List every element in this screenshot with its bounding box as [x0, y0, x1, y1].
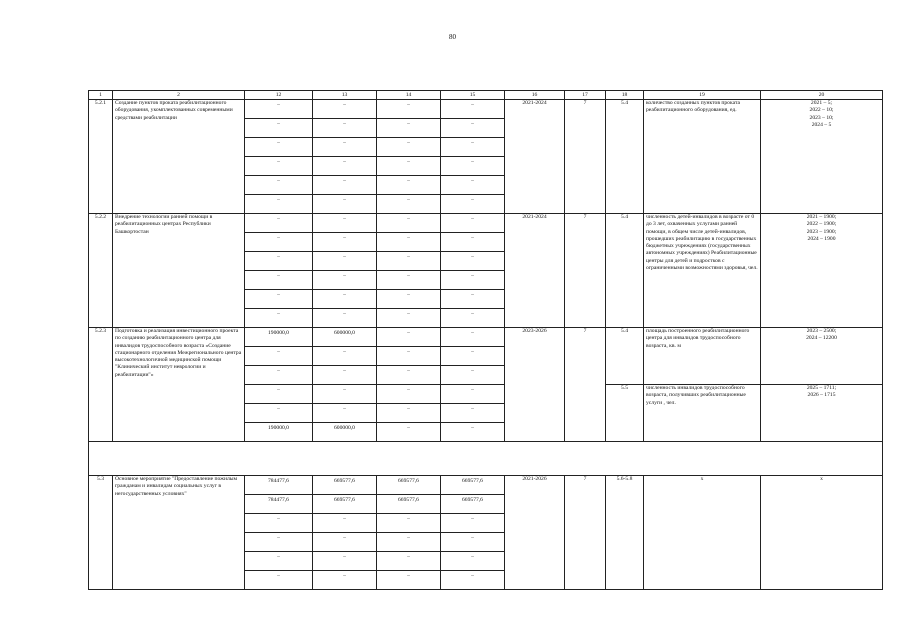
value-line: 2024 – 1900: [807, 235, 836, 242]
amount-cell: –: [245, 214, 313, 233]
amount-cell: –: [313, 138, 377, 157]
amount-cell: –: [377, 119, 441, 138]
period-cell: 2023-2026: [505, 328, 565, 442]
amount-cell: 669577,6: [313, 476, 377, 495]
col18-cell: 5.6-5.8: [606, 476, 644, 590]
col18-cell: 5.4: [606, 328, 644, 385]
col-header: 13: [313, 91, 377, 100]
amount-cell: –: [441, 552, 505, 571]
amount-cell: –: [313, 552, 377, 571]
amount-cell: –: [313, 571, 377, 590]
amount-cell: –: [313, 233, 377, 252]
amount-cell: –: [441, 571, 505, 590]
value-line: 2024 – 5: [811, 121, 832, 128]
amount-cell: –: [441, 328, 505, 347]
amount-cell: –: [245, 195, 313, 214]
col-header: 20: [761, 91, 883, 100]
period-cell: 2021-2024: [505, 214, 565, 328]
indicator-cell: х: [644, 476, 761, 590]
table-row: [89, 328, 883, 347]
values-cell: [761, 385, 883, 442]
amount-cell: –: [377, 533, 441, 552]
value-line: 2022 – 1900;: [806, 221, 837, 228]
amount-cell: –: [245, 366, 313, 385]
indicator-cell: площадь построенного реабилитационного центра для инвалидов трудоспособного возраста, кв. м: [644, 328, 761, 385]
col17-cell: 7: [565, 328, 606, 442]
period-cell: 2021-2024: [505, 100, 565, 214]
amount-cell: –: [377, 309, 441, 328]
amount-cell: –: [245, 404, 313, 423]
amount-cell: –: [441, 290, 505, 309]
amount-cell: –: [441, 271, 505, 290]
item-number: 5.2.2: [89, 214, 113, 328]
col-header: 17: [565, 91, 606, 100]
amount-cell: –: [377, 328, 441, 347]
amount-cell: 784477,6: [245, 495, 313, 514]
amount-cell: –: [245, 176, 313, 195]
amount-cell: –: [313, 195, 377, 214]
amount-cell: –: [377, 100, 441, 119]
amount-cell: –: [245, 233, 313, 252]
value-line: 2023 – 1900;: [806, 228, 837, 235]
amount-cell: –: [377, 138, 441, 157]
col17-cell: 7: [565, 214, 606, 328]
amount-cell: –: [313, 119, 377, 138]
amount-cell: –: [245, 157, 313, 176]
amount-cell: –: [313, 385, 377, 404]
amount-cell: –: [377, 552, 441, 571]
amount-cell: –: [377, 252, 441, 271]
amount-cell: –: [441, 423, 505, 442]
amount-cell: 190000,0: [245, 328, 313, 347]
col-header: 16: [505, 91, 565, 100]
amount-cell: –: [245, 119, 313, 138]
col18-cell: 5.5: [606, 385, 644, 442]
values-cell: [761, 214, 883, 328]
amount-cell: –: [441, 176, 505, 195]
col18-cell: 5.4: [606, 100, 644, 214]
item-number: 5.2.1: [89, 100, 113, 214]
item-title: Подготовка и реализация инвестиционного проекта по созданию реабилитационного центра для инвалидов трудоспособного возраста «Создание стационарного отделения Межрегионального центра высокотехнологичной медицинской помощи "Клинический институт неврологии и реабилитации"»: [113, 328, 245, 442]
amount-cell: –: [245, 252, 313, 271]
amount-cell: –: [377, 385, 441, 404]
amount-cell: –: [441, 533, 505, 552]
amount-cell: –: [245, 514, 313, 533]
amount-cell: –: [313, 214, 377, 233]
value-line: 2024 – 12200: [806, 335, 837, 342]
amount-cell: –: [245, 138, 313, 157]
amount-cell: –: [313, 533, 377, 552]
amount-cell: –: [313, 404, 377, 423]
value-line: 2021 – 1900;: [806, 214, 837, 220]
table-row: [89, 100, 883, 119]
col-header: 2: [113, 91, 245, 100]
table-row: [89, 476, 883, 495]
amount-cell: –: [441, 347, 505, 366]
amount-cell: –: [441, 214, 505, 233]
value-line: 2023 – 2500;: [806, 328, 837, 334]
amount-cell: –: [377, 423, 441, 442]
value-line: 2026 – 1715: [807, 392, 836, 399]
item-title: Внедрение технологии ранней помощи в реабилитационных центрах Республики Башкортостан: [113, 214, 245, 328]
amount-cell: –: [441, 138, 505, 157]
item-number: 5.2.3: [89, 328, 113, 442]
amount-cell: –: [245, 385, 313, 404]
amount-cell: 669577,6: [441, 476, 505, 495]
amount-cell: –: [377, 233, 441, 252]
col17-cell: 7: [565, 476, 606, 590]
amount-cell: –: [313, 157, 377, 176]
indicator-cell: численность инвалидов трудоспособного возраста, получивших реабилитационные услуги , чел.: [644, 385, 761, 442]
amount-cell: –: [441, 366, 505, 385]
amount-cell: 669577,6: [377, 495, 441, 514]
amount-cell: –: [245, 552, 313, 571]
amount-cell: –: [313, 176, 377, 195]
amount-cell: –: [441, 252, 505, 271]
table-row: [89, 214, 883, 233]
amount-cell: –: [441, 309, 505, 328]
value-line: х: [820, 476, 823, 482]
col18-cell: 5.4: [606, 214, 644, 328]
amount-cell: –: [313, 271, 377, 290]
amount-cell: –: [377, 176, 441, 195]
amount-cell: 784477,6: [245, 476, 313, 495]
amount-cell: –: [245, 290, 313, 309]
amount-cell: –: [441, 233, 505, 252]
item-number: 5.3: [89, 476, 113, 590]
amount-cell: –: [377, 514, 441, 533]
amount-cell: –: [245, 271, 313, 290]
period-cell: 2021-2026: [505, 476, 565, 590]
value-line: 2022 – 10;: [809, 107, 834, 114]
program-table: [88, 90, 883, 590]
amount-cell: 669577,6: [313, 495, 377, 514]
amount-cell: 190000,0: [245, 423, 313, 442]
amount-cell: –: [377, 214, 441, 233]
amount-cell: –: [313, 252, 377, 271]
col-header: 1: [89, 91, 113, 100]
amount-cell: –: [245, 533, 313, 552]
page-number: 80: [449, 33, 456, 41]
col-header: 12: [245, 91, 313, 100]
item-title: Основное мероприятие "Предоставление пожилым гражданам и инвалидам социальных услуг в негосударственных условиях": [113, 476, 245, 590]
amount-cell: –: [377, 404, 441, 423]
amount-cell: –: [441, 119, 505, 138]
spacer-cell: [89, 442, 883, 476]
amount-cell: –: [441, 195, 505, 214]
value-line: 2021 – 5;: [810, 100, 833, 106]
value-line: 2025 – 1711;: [806, 385, 837, 391]
amount-cell: –: [313, 347, 377, 366]
amount-cell: –: [313, 514, 377, 533]
col-header: 19: [644, 91, 761, 100]
amount-cell: –: [313, 100, 377, 119]
indicator-cell: количество созданных пунктов проката реабилитационного оборудования, ед.: [644, 100, 761, 214]
values-cell: [761, 100, 883, 214]
amount-cell: –: [377, 195, 441, 214]
col-header: 15: [441, 91, 505, 100]
amount-cell: –: [245, 571, 313, 590]
amount-cell: 669577,6: [377, 476, 441, 495]
amount-cell: –: [441, 157, 505, 176]
amount-cell: –: [441, 385, 505, 404]
amount-cell: –: [441, 514, 505, 533]
amount-cell: 600000,0: [313, 328, 377, 347]
column-header-row: [89, 91, 883, 100]
col17-cell: 7: [565, 100, 606, 214]
amount-cell: –: [313, 290, 377, 309]
col-header: 14: [377, 91, 441, 100]
amount-cell: –: [313, 309, 377, 328]
col-header: 18: [606, 91, 644, 100]
amount-cell: –: [377, 290, 441, 309]
amount-cell: –: [245, 309, 313, 328]
amount-cell: –: [377, 347, 441, 366]
amount-cell: 600000,0: [313, 423, 377, 442]
amount-cell: –: [377, 271, 441, 290]
amount-cell: –: [441, 404, 505, 423]
values-cell: [761, 328, 883, 385]
amount-cell: –: [313, 366, 377, 385]
value-line: 2023 – 10;: [809, 114, 834, 121]
indicator-cell: численность детей-инвалидов в возрасте от 0 до 3 лет, охваченных услугами ранней помощи, в общем числе детей-инвалидов, прошедших реабилитацию в государственных бюджетных учреждениях (государственных автономных учреждениях) Реабилитационные центры для детей и подростков с ограниченными возможностями здоровья, чел.: [644, 214, 761, 328]
amount-cell: –: [441, 100, 505, 119]
amount-cell: –: [245, 100, 313, 119]
item-title: Создание пунктов проката реабилитационного оборудования, укомплектованных современными средствами реабилитации: [113, 100, 245, 214]
values-cell: [761, 476, 883, 590]
amount-cell: –: [377, 571, 441, 590]
amount-cell: –: [245, 347, 313, 366]
amount-cell: –: [377, 366, 441, 385]
spacer-row: [89, 442, 883, 476]
amount-cell: –: [377, 157, 441, 176]
amount-cell: 669577,6: [441, 495, 505, 514]
